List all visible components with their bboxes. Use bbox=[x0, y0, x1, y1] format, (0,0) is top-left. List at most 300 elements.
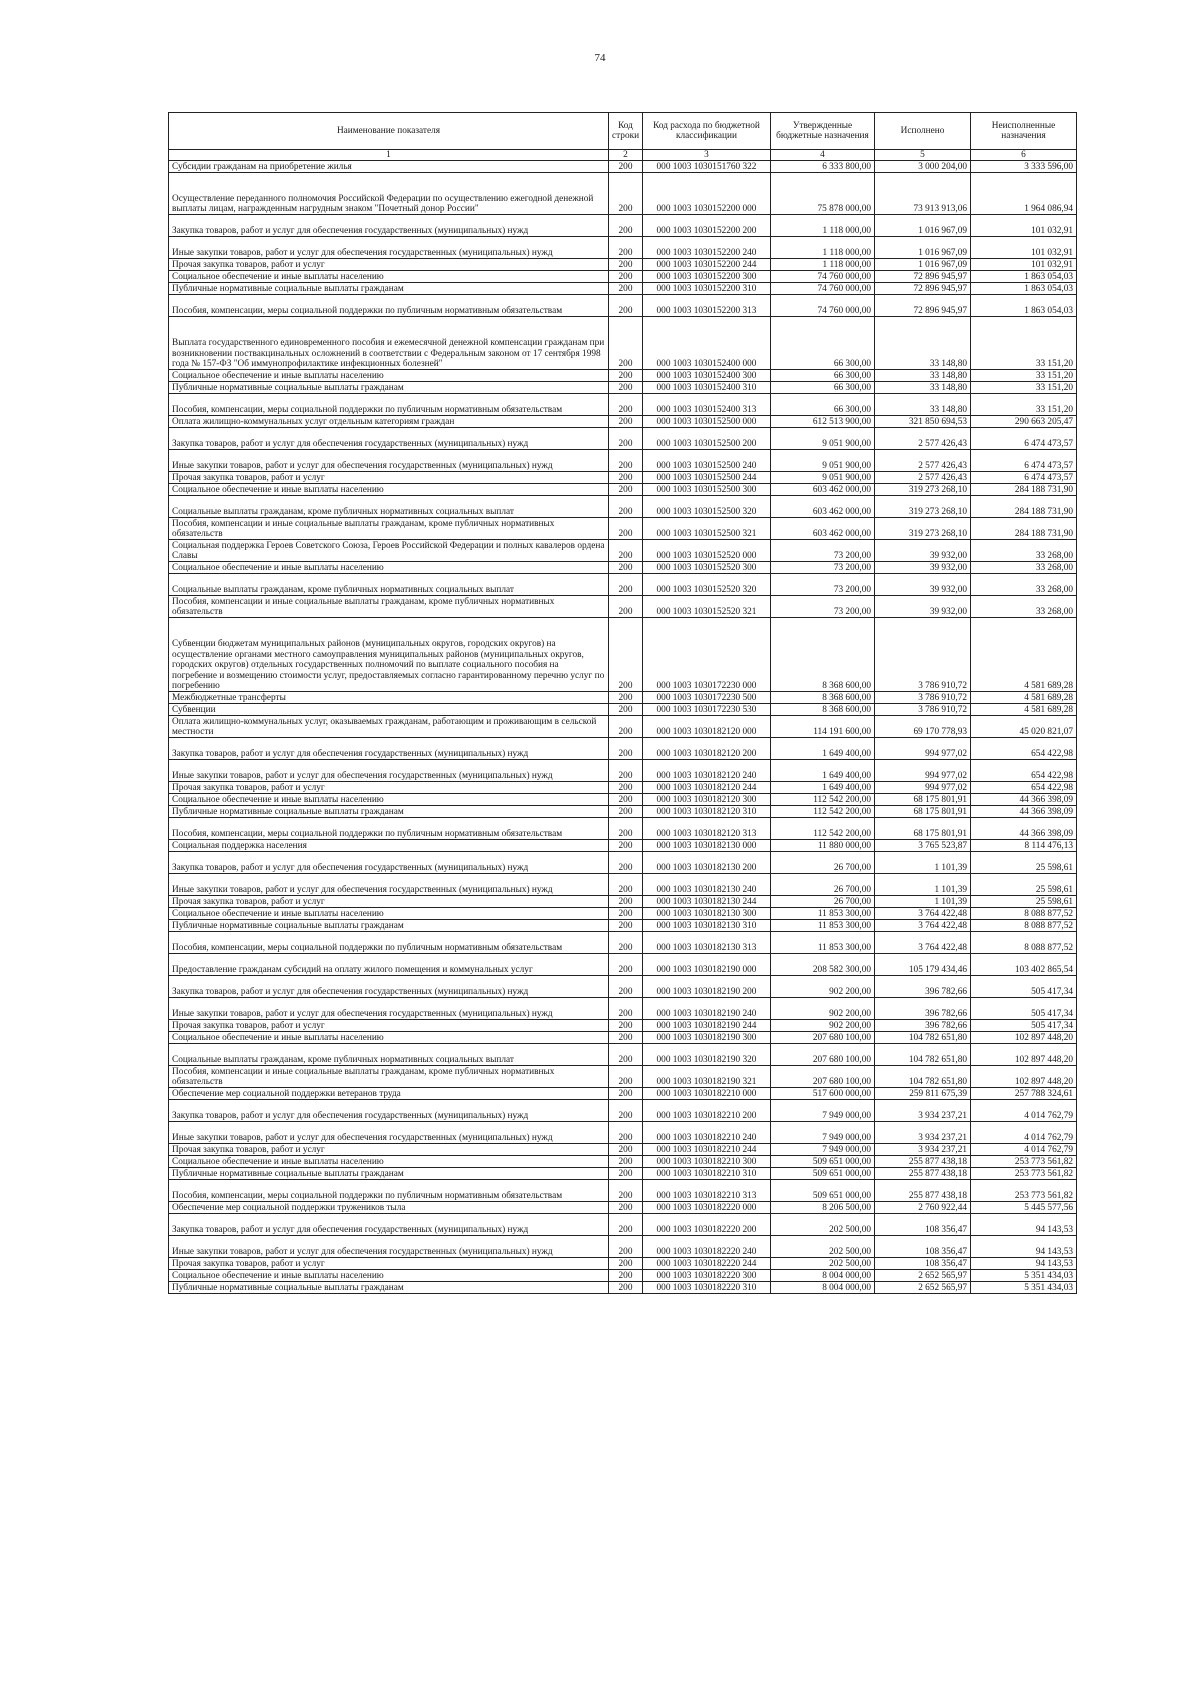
row-approved: 73 200,00 bbox=[771, 562, 875, 574]
row-classification: 000 1003 1030182210 310 bbox=[643, 1168, 771, 1180]
table-row bbox=[169, 1088, 1077, 1100]
row-executed: 108 356,47 bbox=[875, 1236, 971, 1258]
row-code: 200 bbox=[609, 382, 643, 394]
row-unexecuted: 44 366 398,09 bbox=[971, 806, 1077, 818]
row-code: 200 bbox=[609, 704, 643, 716]
row-code: 200 bbox=[609, 818, 643, 840]
row-unexecuted: 4 581 689,28 bbox=[971, 704, 1077, 716]
row-approved: 114 191 600,00 bbox=[771, 716, 875, 738]
row-approved: 9 051 900,00 bbox=[771, 472, 875, 484]
row-unexecuted: 1 863 054,03 bbox=[971, 283, 1077, 295]
row-executed: 68 175 801,91 bbox=[875, 818, 971, 840]
table-row bbox=[169, 317, 1077, 370]
row-code: 200 bbox=[609, 806, 643, 818]
row-classification: 000 1003 1030182220 240 bbox=[643, 1236, 771, 1258]
row-classification: 000 1003 1030152200 240 bbox=[643, 237, 771, 259]
row-approved: 509 651 000,00 bbox=[771, 1156, 875, 1168]
row-code: 200 bbox=[609, 1258, 643, 1270]
row-classification: 000 1003 1030182130 313 bbox=[643, 932, 771, 954]
row-approved: 902 200,00 bbox=[771, 976, 875, 998]
column-number: 2 bbox=[609, 150, 643, 161]
row-classification: 000 1003 1030182120 244 bbox=[643, 782, 771, 794]
row-executed: 1 101,39 bbox=[875, 874, 971, 896]
row-classification: 000 1003 1030152200 300 bbox=[643, 271, 771, 283]
column-number: 1 bbox=[169, 150, 609, 161]
row-approved: 1 649 400,00 bbox=[771, 782, 875, 794]
row-classification: 000 1003 1030152500 200 bbox=[643, 428, 771, 450]
row-unexecuted: 94 143,53 bbox=[971, 1236, 1077, 1258]
row-code: 200 bbox=[609, 1032, 643, 1044]
row-approved: 112 542 200,00 bbox=[771, 806, 875, 818]
row-unexecuted: 33 151,20 bbox=[971, 382, 1077, 394]
row-executed: 1 101,39 bbox=[875, 852, 971, 874]
table-row bbox=[169, 215, 1077, 237]
row-name: Социальная поддержка населения bbox=[169, 840, 609, 852]
row-code: 200 bbox=[609, 496, 643, 518]
row-approved: 8 368 600,00 bbox=[771, 618, 875, 692]
row-executed: 255 877 438,18 bbox=[875, 1180, 971, 1202]
row-executed: 994 977,02 bbox=[875, 782, 971, 794]
row-executed: 104 782 651,80 bbox=[875, 1066, 971, 1088]
row-executed: 1 016 967,09 bbox=[875, 237, 971, 259]
row-unexecuted: 101 032,91 bbox=[971, 215, 1077, 237]
row-classification: 000 1003 1030182210 313 bbox=[643, 1180, 771, 1202]
row-code: 200 bbox=[609, 472, 643, 484]
row-approved: 66 300,00 bbox=[771, 317, 875, 370]
table-row bbox=[169, 874, 1077, 896]
row-executed: 994 977,02 bbox=[875, 738, 971, 760]
row-classification: 000 1003 1030152500 320 bbox=[643, 496, 771, 518]
header-name: Наименование показателя bbox=[169, 113, 609, 150]
row-approved: 9 051 900,00 bbox=[771, 428, 875, 450]
row-code: 200 bbox=[609, 1044, 643, 1066]
row-code: 200 bbox=[609, 1282, 643, 1294]
row-approved: 603 462 000,00 bbox=[771, 484, 875, 496]
row-executed: 396 782,66 bbox=[875, 976, 971, 998]
row-executed: 72 896 945,97 bbox=[875, 271, 971, 283]
table-row bbox=[169, 976, 1077, 998]
table-row bbox=[169, 1180, 1077, 1202]
row-approved: 74 760 000,00 bbox=[771, 283, 875, 295]
column-number: 6 bbox=[971, 150, 1077, 161]
row-name: Прочая закупка товаров, работ и услуг bbox=[169, 1020, 609, 1032]
row-classification: 000 1003 1030182220 200 bbox=[643, 1214, 771, 1236]
row-classification: 000 1003 1030172230 000 bbox=[643, 618, 771, 692]
row-executed: 2 760 922,44 bbox=[875, 1202, 971, 1214]
row-name: Субвенции бюджетам муниципальных районов (муниципальных округов, городских округов) на осуществление органами местного самоуправления муниципальных районов (муниципальных округов, городских округов) отдельных государственных полномочий по выплате социального пособия на погребение и возмещению стоимости услуг, предоставляемых согласно гарантированному перечню услуг по погребению bbox=[169, 618, 609, 692]
row-executed: 319 273 268,10 bbox=[875, 484, 971, 496]
row-name: Иные закупки товаров, работ и услуг для обеспечения государственных (муниципальных) нужд bbox=[169, 1122, 609, 1144]
row-executed: 2 577 426,43 bbox=[875, 450, 971, 472]
row-unexecuted: 4 581 689,28 bbox=[971, 618, 1077, 692]
row-classification: 000 1003 1030182190 300 bbox=[643, 1032, 771, 1044]
row-approved: 66 300,00 bbox=[771, 370, 875, 382]
table-row bbox=[169, 704, 1077, 716]
row-approved: 73 200,00 bbox=[771, 596, 875, 618]
row-unexecuted: 6 474 473,57 bbox=[971, 472, 1077, 484]
row-unexecuted: 102 897 448,20 bbox=[971, 1032, 1077, 1044]
row-name: Пособия, компенсации, меры социальной поддержки по публичным нормативным обязательствам bbox=[169, 295, 609, 317]
table-row bbox=[169, 1236, 1077, 1258]
row-classification: 000 1003 1030182220 000 bbox=[643, 1202, 771, 1214]
row-name: Социальное обеспечение и иные выплаты населению bbox=[169, 794, 609, 806]
row-name: Предоставление гражданам субсидий на оплату жилого помещения и коммунальных услуг bbox=[169, 954, 609, 976]
row-classification: 000 1003 1030182120 240 bbox=[643, 760, 771, 782]
table-body bbox=[169, 161, 1077, 1294]
table-row bbox=[169, 852, 1077, 874]
row-name: Публичные нормативные социальные выплаты гражданам bbox=[169, 1282, 609, 1294]
row-executed: 1 016 967,09 bbox=[875, 215, 971, 237]
row-code: 200 bbox=[609, 1088, 643, 1100]
row-name: Прочая закупка товаров, работ и услуг bbox=[169, 1258, 609, 1270]
row-approved: 1 118 000,00 bbox=[771, 259, 875, 271]
row-name: Иные закупки товаров, работ и услуг для обеспечения государственных (муниципальных) нужд bbox=[169, 760, 609, 782]
table-row bbox=[169, 618, 1077, 692]
row-executed: 108 356,47 bbox=[875, 1214, 971, 1236]
row-classification: 000 1003 1030152400 313 bbox=[643, 394, 771, 416]
row-classification: 000 1003 1030182210 240 bbox=[643, 1122, 771, 1144]
row-name: Публичные нормативные социальные выплаты гражданам bbox=[169, 283, 609, 295]
table-row bbox=[169, 574, 1077, 596]
row-unexecuted: 290 663 205,47 bbox=[971, 416, 1077, 428]
row-classification: 000 1003 1030152500 240 bbox=[643, 450, 771, 472]
row-executed: 39 932,00 bbox=[875, 540, 971, 562]
row-executed: 73 913 913,06 bbox=[875, 173, 971, 215]
row-approved: 8 004 000,00 bbox=[771, 1270, 875, 1282]
header-code: Код строки bbox=[609, 113, 643, 150]
row-executed: 3 765 523,87 bbox=[875, 840, 971, 852]
row-name: Закупка товаров, работ и услуг для обеспечения государственных (муниципальных) нужд bbox=[169, 428, 609, 450]
row-name: Прочая закупка товаров, работ и услуг bbox=[169, 1144, 609, 1156]
row-code: 200 bbox=[609, 1066, 643, 1088]
table-row bbox=[169, 484, 1077, 496]
table-row bbox=[169, 382, 1077, 394]
row-unexecuted: 284 188 731,90 bbox=[971, 518, 1077, 540]
table-row bbox=[169, 1202, 1077, 1214]
row-name: Прочая закупка товаров, работ и услуг bbox=[169, 896, 609, 908]
row-approved: 26 700,00 bbox=[771, 852, 875, 874]
row-approved: 7 949 000,00 bbox=[771, 1122, 875, 1144]
row-code: 200 bbox=[609, 562, 643, 574]
row-executed: 39 932,00 bbox=[875, 562, 971, 574]
row-executed: 3 934 237,21 bbox=[875, 1144, 971, 1156]
row-classification: 000 1003 1030172230 500 bbox=[643, 692, 771, 704]
row-unexecuted: 45 020 821,07 bbox=[971, 716, 1077, 738]
table-row bbox=[169, 237, 1077, 259]
table-row bbox=[169, 1144, 1077, 1156]
row-unexecuted: 4 014 762,79 bbox=[971, 1122, 1077, 1144]
row-code: 200 bbox=[609, 484, 643, 496]
row-approved: 8 368 600,00 bbox=[771, 692, 875, 704]
row-unexecuted: 8 088 877,52 bbox=[971, 932, 1077, 954]
row-classification: 000 1003 1030182130 310 bbox=[643, 920, 771, 932]
row-approved: 75 878 000,00 bbox=[771, 173, 875, 215]
row-name: Иные закупки товаров, работ и услуг для обеспечения государственных (муниципальных) нужд bbox=[169, 874, 609, 896]
row-name: Социальное обеспечение и иные выплаты населению bbox=[169, 1270, 609, 1282]
table-row bbox=[169, 1066, 1077, 1088]
row-approved: 612 513 900,00 bbox=[771, 416, 875, 428]
table-row bbox=[169, 596, 1077, 618]
table-row bbox=[169, 173, 1077, 215]
row-code: 200 bbox=[609, 1270, 643, 1282]
row-approved: 202 500,00 bbox=[771, 1214, 875, 1236]
row-executed: 68 175 801,91 bbox=[875, 794, 971, 806]
row-classification: 000 1003 1030182190 320 bbox=[643, 1044, 771, 1066]
row-name: Закупка товаров, работ и услуг для обеспечения государственных (муниципальных) нужд bbox=[169, 976, 609, 998]
row-code: 200 bbox=[609, 976, 643, 998]
row-unexecuted: 33 268,00 bbox=[971, 540, 1077, 562]
row-code: 200 bbox=[609, 896, 643, 908]
row-name: Социальное обеспечение и иные выплаты населению bbox=[169, 562, 609, 574]
row-name: Межбюджетные трансферты bbox=[169, 692, 609, 704]
row-executed: 3 934 237,21 bbox=[875, 1122, 971, 1144]
row-executed: 33 148,80 bbox=[875, 382, 971, 394]
row-executed: 3 764 422,48 bbox=[875, 908, 971, 920]
row-unexecuted: 33 151,20 bbox=[971, 394, 1077, 416]
row-code: 200 bbox=[609, 1202, 643, 1214]
row-code: 200 bbox=[609, 161, 643, 173]
row-executed: 3 934 237,21 bbox=[875, 1100, 971, 1122]
row-name: Социальные выплаты гражданам, кроме публичных нормативных социальных выплат bbox=[169, 574, 609, 596]
row-name: Социальное обеспечение и иные выплаты населению bbox=[169, 1156, 609, 1168]
row-executed: 2 577 426,43 bbox=[875, 472, 971, 484]
row-unexecuted: 94 143,53 bbox=[971, 1214, 1077, 1236]
row-name: Публичные нормативные социальные выплаты гражданам bbox=[169, 806, 609, 818]
row-name: Пособия, компенсации, меры социальной поддержки по публичным нормативным обязательствам bbox=[169, 394, 609, 416]
row-executed: 259 811 675,39 bbox=[875, 1088, 971, 1100]
row-name: Социальное обеспечение и иные выплаты населению bbox=[169, 908, 609, 920]
row-approved: 26 700,00 bbox=[771, 874, 875, 896]
row-name: Выплата государственного единовременного пособия и ежемесячной денежной компенсации гражданам при возникновении поствакцинальных осложнений в соответствии с Федеральным законом от 17 сентября 1998 года № 157-ФЗ "Об иммунопрофилактике инфекционных болезней" bbox=[169, 317, 609, 370]
table-row bbox=[169, 562, 1077, 574]
row-code: 200 bbox=[609, 394, 643, 416]
row-approved: 517 600 000,00 bbox=[771, 1088, 875, 1100]
row-executed: 72 896 945,97 bbox=[875, 283, 971, 295]
row-code: 200 bbox=[609, 215, 643, 237]
row-classification: 000 1003 1030152500 244 bbox=[643, 472, 771, 484]
row-approved: 207 680 100,00 bbox=[771, 1066, 875, 1088]
row-approved: 902 200,00 bbox=[771, 998, 875, 1020]
row-classification: 000 1003 1030152200 200 bbox=[643, 215, 771, 237]
row-approved: 208 582 300,00 bbox=[771, 954, 875, 976]
row-classification: 000 1003 1030182130 244 bbox=[643, 896, 771, 908]
table-row bbox=[169, 716, 1077, 738]
row-code: 200 bbox=[609, 760, 643, 782]
row-name: Субсидии гражданам на приобретение жилья bbox=[169, 161, 609, 173]
row-code: 200 bbox=[609, 1100, 643, 1122]
row-executed: 255 877 438,18 bbox=[875, 1156, 971, 1168]
row-unexecuted: 6 474 473,57 bbox=[971, 428, 1077, 450]
row-unexecuted: 25 598,61 bbox=[971, 852, 1077, 874]
row-unexecuted: 5 351 434,03 bbox=[971, 1270, 1077, 1282]
table-row bbox=[169, 370, 1077, 382]
row-name: Пособия, компенсации и иные социальные выплаты гражданам, кроме публичных нормативных обязательств bbox=[169, 596, 609, 618]
row-name: Пособия, компенсации и иные социальные выплаты гражданам, кроме публичных нормативных обязательств bbox=[169, 518, 609, 540]
row-name: Иные закупки товаров, работ и услуг для обеспечения государственных (муниципальных) нужд bbox=[169, 450, 609, 472]
row-executed: 396 782,66 bbox=[875, 1020, 971, 1032]
row-code: 200 bbox=[609, 1144, 643, 1156]
row-unexecuted: 33 151,20 bbox=[971, 317, 1077, 370]
row-unexecuted: 1 964 086,94 bbox=[971, 173, 1077, 215]
row-executed: 72 896 945,97 bbox=[875, 295, 971, 317]
row-approved: 1 649 400,00 bbox=[771, 760, 875, 782]
row-executed: 255 877 438,18 bbox=[875, 1168, 971, 1180]
row-name: Закупка товаров, работ и услуг для обеспечения государственных (муниципальных) нужд bbox=[169, 738, 609, 760]
row-code: 200 bbox=[609, 794, 643, 806]
row-name: Социальное обеспечение и иные выплаты населению bbox=[169, 370, 609, 382]
row-approved: 902 200,00 bbox=[771, 1020, 875, 1032]
row-code: 200 bbox=[609, 540, 643, 562]
row-code: 200 bbox=[609, 738, 643, 760]
table-row bbox=[169, 908, 1077, 920]
row-name: Пособия, компенсации, меры социальной поддержки по публичным нормативным обязательствам bbox=[169, 818, 609, 840]
row-name: Закупка товаров, работ и услуг для обеспечения государственных (муниципальных) нужд bbox=[169, 215, 609, 237]
row-classification: 000 1003 1030182210 300 bbox=[643, 1156, 771, 1168]
row-executed: 3 764 422,48 bbox=[875, 932, 971, 954]
row-classification: 000 1003 1030182210 244 bbox=[643, 1144, 771, 1156]
row-code: 200 bbox=[609, 574, 643, 596]
row-classification: 000 1003 1030152200 244 bbox=[643, 259, 771, 271]
row-classification: 000 1003 1030182190 321 bbox=[643, 1066, 771, 1088]
row-classification: 000 1003 1030182120 200 bbox=[643, 738, 771, 760]
row-unexecuted: 33 268,00 bbox=[971, 562, 1077, 574]
row-code: 200 bbox=[609, 932, 643, 954]
row-unexecuted: 5 351 434,03 bbox=[971, 1282, 1077, 1294]
row-code: 200 bbox=[609, 1236, 643, 1258]
row-name: Пособия, компенсации и иные социальные выплаты гражданам, кроме публичных нормативных обязательств bbox=[169, 1066, 609, 1088]
row-unexecuted: 253 773 561,82 bbox=[971, 1180, 1077, 1202]
row-code: 200 bbox=[609, 998, 643, 1020]
row-unexecuted: 505 417,34 bbox=[971, 1020, 1077, 1032]
row-executed: 68 175 801,91 bbox=[875, 806, 971, 818]
row-name: Социальное обеспечение и иные выплаты населению bbox=[169, 271, 609, 283]
row-name: Оплата жилищно-коммунальных услуг, оказываемых гражданам, работающим и проживающим в сельской местности bbox=[169, 716, 609, 738]
table-row bbox=[169, 1032, 1077, 1044]
row-approved: 1 118 000,00 bbox=[771, 237, 875, 259]
row-classification: 000 1003 1030182130 240 bbox=[643, 874, 771, 896]
row-code: 200 bbox=[609, 416, 643, 428]
row-classification: 000 1003 1030152520 320 bbox=[643, 574, 771, 596]
row-code: 200 bbox=[609, 1122, 643, 1144]
table-row bbox=[169, 998, 1077, 1020]
table-row bbox=[169, 394, 1077, 416]
row-classification: 000 1003 1030151760 322 bbox=[643, 161, 771, 173]
row-classification: 000 1003 1030152500 000 bbox=[643, 416, 771, 428]
row-name: Прочая закупка товаров, работ и услуг bbox=[169, 472, 609, 484]
row-unexecuted: 8 088 877,52 bbox=[971, 920, 1077, 932]
row-code: 200 bbox=[609, 173, 643, 215]
row-name: Пособия, компенсации, меры социальной поддержки по публичным нормативным обязательствам bbox=[169, 1180, 609, 1202]
row-approved: 207 680 100,00 bbox=[771, 1044, 875, 1066]
row-approved: 112 542 200,00 bbox=[771, 794, 875, 806]
row-unexecuted: 33 268,00 bbox=[971, 596, 1077, 618]
row-executed: 319 273 268,10 bbox=[875, 496, 971, 518]
header-executed: Исполнено bbox=[875, 113, 971, 150]
table-row bbox=[169, 540, 1077, 562]
row-unexecuted: 8 114 476,13 bbox=[971, 840, 1077, 852]
table-row bbox=[169, 1258, 1077, 1270]
table-row bbox=[169, 1122, 1077, 1144]
row-unexecuted: 6 474 473,57 bbox=[971, 450, 1077, 472]
row-classification: 000 1003 1030172230 530 bbox=[643, 704, 771, 716]
row-unexecuted: 25 598,61 bbox=[971, 896, 1077, 908]
row-code: 200 bbox=[609, 716, 643, 738]
table-row bbox=[169, 738, 1077, 760]
row-unexecuted: 257 788 324,61 bbox=[971, 1088, 1077, 1100]
row-name: Социальная поддержка Героев Советского Союза, Героев Российской Федерации и полных кавалеров ордена Славы bbox=[169, 540, 609, 562]
row-approved: 66 300,00 bbox=[771, 394, 875, 416]
table-row bbox=[169, 271, 1077, 283]
row-approved: 202 500,00 bbox=[771, 1258, 875, 1270]
row-approved: 1 649 400,00 bbox=[771, 738, 875, 760]
column-number-row bbox=[169, 150, 1077, 161]
row-unexecuted: 103 402 865,54 bbox=[971, 954, 1077, 976]
table-row bbox=[169, 692, 1077, 704]
row-name: Социальные выплаты гражданам, кроме публичных нормативных социальных выплат bbox=[169, 496, 609, 518]
row-name: Иные закупки товаров, работ и услуг для обеспечения государственных (муниципальных) нужд bbox=[169, 237, 609, 259]
row-approved: 74 760 000,00 bbox=[771, 271, 875, 283]
row-code: 200 bbox=[609, 370, 643, 382]
row-classification: 000 1003 1030182120 000 bbox=[643, 716, 771, 738]
row-classification: 000 1003 1030182210 000 bbox=[643, 1088, 771, 1100]
row-approved: 112 542 200,00 bbox=[771, 818, 875, 840]
row-executed: 1 016 967,09 bbox=[875, 259, 971, 271]
row-executed: 69 170 778,93 bbox=[875, 716, 971, 738]
row-classification: 000 1003 1030152520 300 bbox=[643, 562, 771, 574]
table-row bbox=[169, 259, 1077, 271]
row-name: Публичные нормативные социальные выплаты гражданам bbox=[169, 382, 609, 394]
row-unexecuted: 101 032,91 bbox=[971, 259, 1077, 271]
row-unexecuted: 1 863 054,03 bbox=[971, 271, 1077, 283]
table-row bbox=[169, 818, 1077, 840]
row-classification: 000 1003 1030182190 240 bbox=[643, 998, 771, 1020]
column-number: 5 bbox=[875, 150, 971, 161]
row-classification: 000 1003 1030182130 200 bbox=[643, 852, 771, 874]
row-code: 200 bbox=[609, 259, 643, 271]
row-name: Публичные нормативные социальные выплаты гражданам bbox=[169, 1168, 609, 1180]
header-approved: Утвержденные бюджетные назначения bbox=[771, 113, 875, 150]
row-classification: 000 1003 1030152500 300 bbox=[643, 484, 771, 496]
table-row bbox=[169, 1044, 1077, 1066]
row-name: Иные закупки товаров, работ и услуг для обеспечения государственных (муниципальных) нужд bbox=[169, 998, 609, 1020]
row-approved: 509 651 000,00 bbox=[771, 1180, 875, 1202]
row-executed: 994 977,02 bbox=[875, 760, 971, 782]
row-approved: 73 200,00 bbox=[771, 574, 875, 596]
page-number: 74 bbox=[594, 52, 606, 64]
row-classification: 000 1003 1030182220 300 bbox=[643, 1270, 771, 1282]
row-executed: 33 148,80 bbox=[875, 394, 971, 416]
column-number: 4 bbox=[771, 150, 875, 161]
row-approved: 603 462 000,00 bbox=[771, 518, 875, 540]
row-name: Закупка товаров, работ и услуг для обеспечения государственных (муниципальных) нужд bbox=[169, 852, 609, 874]
table-header-row bbox=[169, 113, 1077, 150]
row-unexecuted: 102 897 448,20 bbox=[971, 1066, 1077, 1088]
row-code: 200 bbox=[609, 450, 643, 472]
row-unexecuted: 654 422,98 bbox=[971, 738, 1077, 760]
table-row bbox=[169, 472, 1077, 484]
row-unexecuted: 33 151,20 bbox=[971, 370, 1077, 382]
row-unexecuted: 654 422,98 bbox=[971, 782, 1077, 794]
row-unexecuted: 284 188 731,90 bbox=[971, 496, 1077, 518]
row-approved: 26 700,00 bbox=[771, 896, 875, 908]
row-unexecuted: 253 773 561,82 bbox=[971, 1156, 1077, 1168]
row-approved: 11 853 300,00 bbox=[771, 920, 875, 932]
table-row bbox=[169, 1168, 1077, 1180]
table-row bbox=[169, 1214, 1077, 1236]
row-classification: 000 1003 1030182130 000 bbox=[643, 840, 771, 852]
row-approved: 6 333 800,00 bbox=[771, 161, 875, 173]
row-unexecuted: 25 598,61 bbox=[971, 874, 1077, 896]
